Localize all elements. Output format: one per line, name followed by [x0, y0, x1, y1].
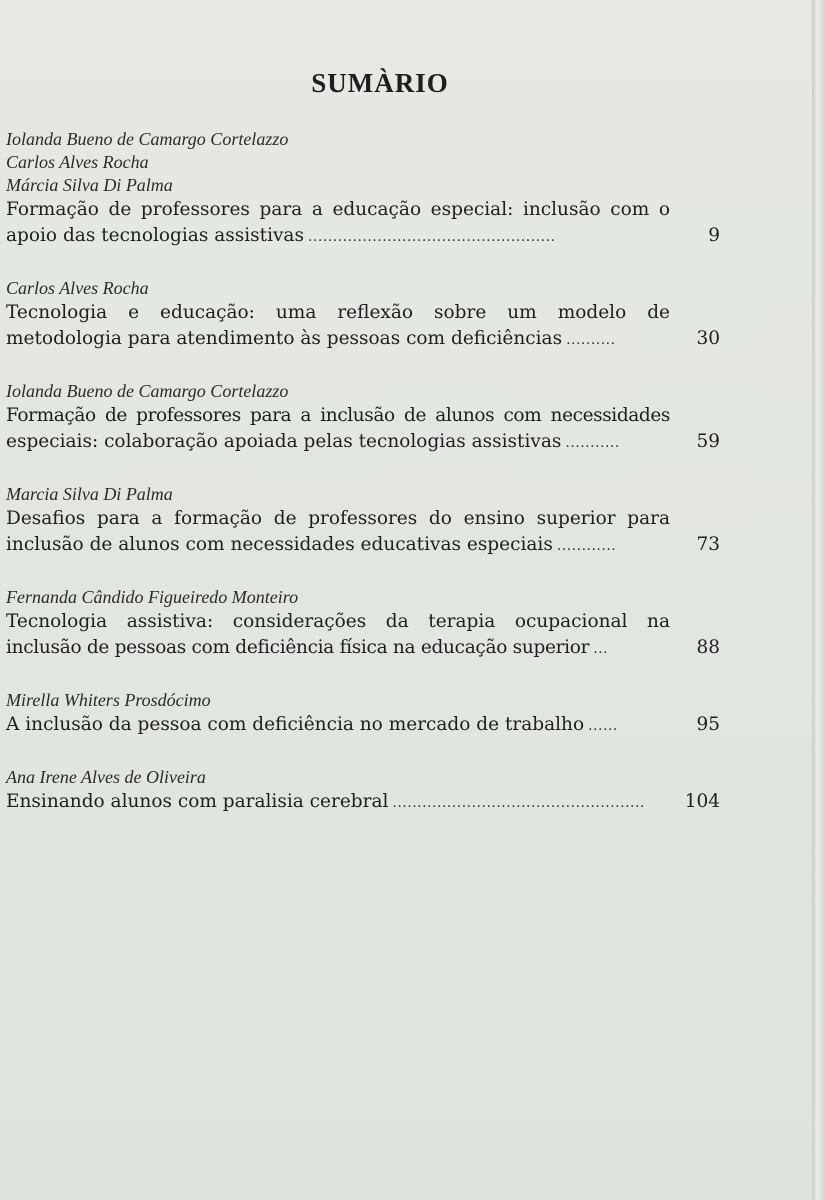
entry-title-line: inclusão de pessoas com deficiência física na educação superior — [6, 637, 590, 658]
entry-author: Iolanda Bueno de Camargo Cortelazzo — [6, 129, 289, 149]
page-number: 30 — [696, 328, 720, 349]
entry-title-line: Desafios para a formação de professores do ensino superior para — [6, 508, 670, 529]
entry-last-row — [6, 789, 720, 815]
dot-leader: .................................................. — [307, 229, 556, 245]
table-of-contents — [6, 128, 720, 843]
entry-author: Marcia Silva Di Palma — [6, 484, 173, 504]
entry-last-row — [6, 223, 720, 249]
entry-title-line: Tecnologia e educação: uma reflexão sobre um modelo de — [6, 302, 670, 323]
page-edge — [812, 0, 825, 1200]
toc-entry — [6, 586, 720, 661]
entry-author: Iolanda Bueno de Camargo Cortelazzo — [6, 381, 289, 401]
dot-leader: .......... — [566, 332, 616, 348]
entry-title-line: apoio das tecnologias assistivas — [6, 225, 304, 246]
entry-title-line: inclusão de alunos com necessidades educativas especiais — [6, 534, 553, 555]
entry-title-line: Formação de professores para a educação especial: inclusão com o — [6, 199, 670, 220]
dot-leader: ............ — [556, 538, 617, 554]
page-number: 9 — [708, 225, 720, 246]
toc-entry — [6, 483, 720, 558]
dot-leader: ........... — [565, 435, 620, 451]
entry-author: Carlos Alves Rocha — [6, 152, 149, 172]
page-number: 59 — [696, 431, 720, 452]
entry-title-line: Ensinando alunos com paralisia cerebral — [6, 791, 389, 812]
page-title: SUMÀRIO — [311, 68, 449, 99]
page-number: 88 — [696, 637, 720, 658]
entry-author: Carlos Alves Rocha — [6, 278, 149, 298]
dot-leader: ...... — [588, 718, 618, 734]
toc-entry — [6, 380, 720, 455]
entry-last-row — [6, 635, 720, 661]
page-number: 73 — [696, 534, 720, 555]
entry-last-row — [6, 712, 720, 738]
toc-entry — [6, 277, 720, 352]
entry-title-line: Tecnologia assistiva: considerações da terapia ocupacional na — [6, 611, 670, 632]
entry-author: Ana Irene Alves de Oliveira — [6, 767, 206, 787]
toc-entry — [6, 689, 720, 738]
toc-entry — [6, 766, 720, 815]
entry-last-row — [6, 326, 720, 352]
page-number: 104 — [684, 791, 720, 812]
entry-author: Mirella Whiters Prosdócimo — [6, 690, 211, 710]
entry-last-row — [6, 429, 720, 455]
entry-title-line: metodologia para atendimento às pessoas com deficiências — [6, 328, 563, 349]
entry-last-row — [6, 532, 720, 558]
entry-title-line: A inclusão da pessoa com deficiência no mercado de trabalho — [6, 714, 585, 735]
toc-entry — [6, 128, 720, 249]
page-number: 95 — [696, 714, 720, 735]
entry-author: Márcia Silva Di Palma — [6, 175, 173, 195]
entry-title-line: Formação de professores para a inclusão de alunos com necessidades — [6, 405, 670, 426]
dot-leader: ................................................... — [392, 795, 645, 811]
entry-author: Fernanda Cândido Figueiredo Monteiro — [6, 587, 299, 607]
dot-leader: ... — [593, 641, 609, 657]
entry-title-line: especiais: colaboração apoiada pelas tecnologias assistivas — [6, 431, 562, 452]
